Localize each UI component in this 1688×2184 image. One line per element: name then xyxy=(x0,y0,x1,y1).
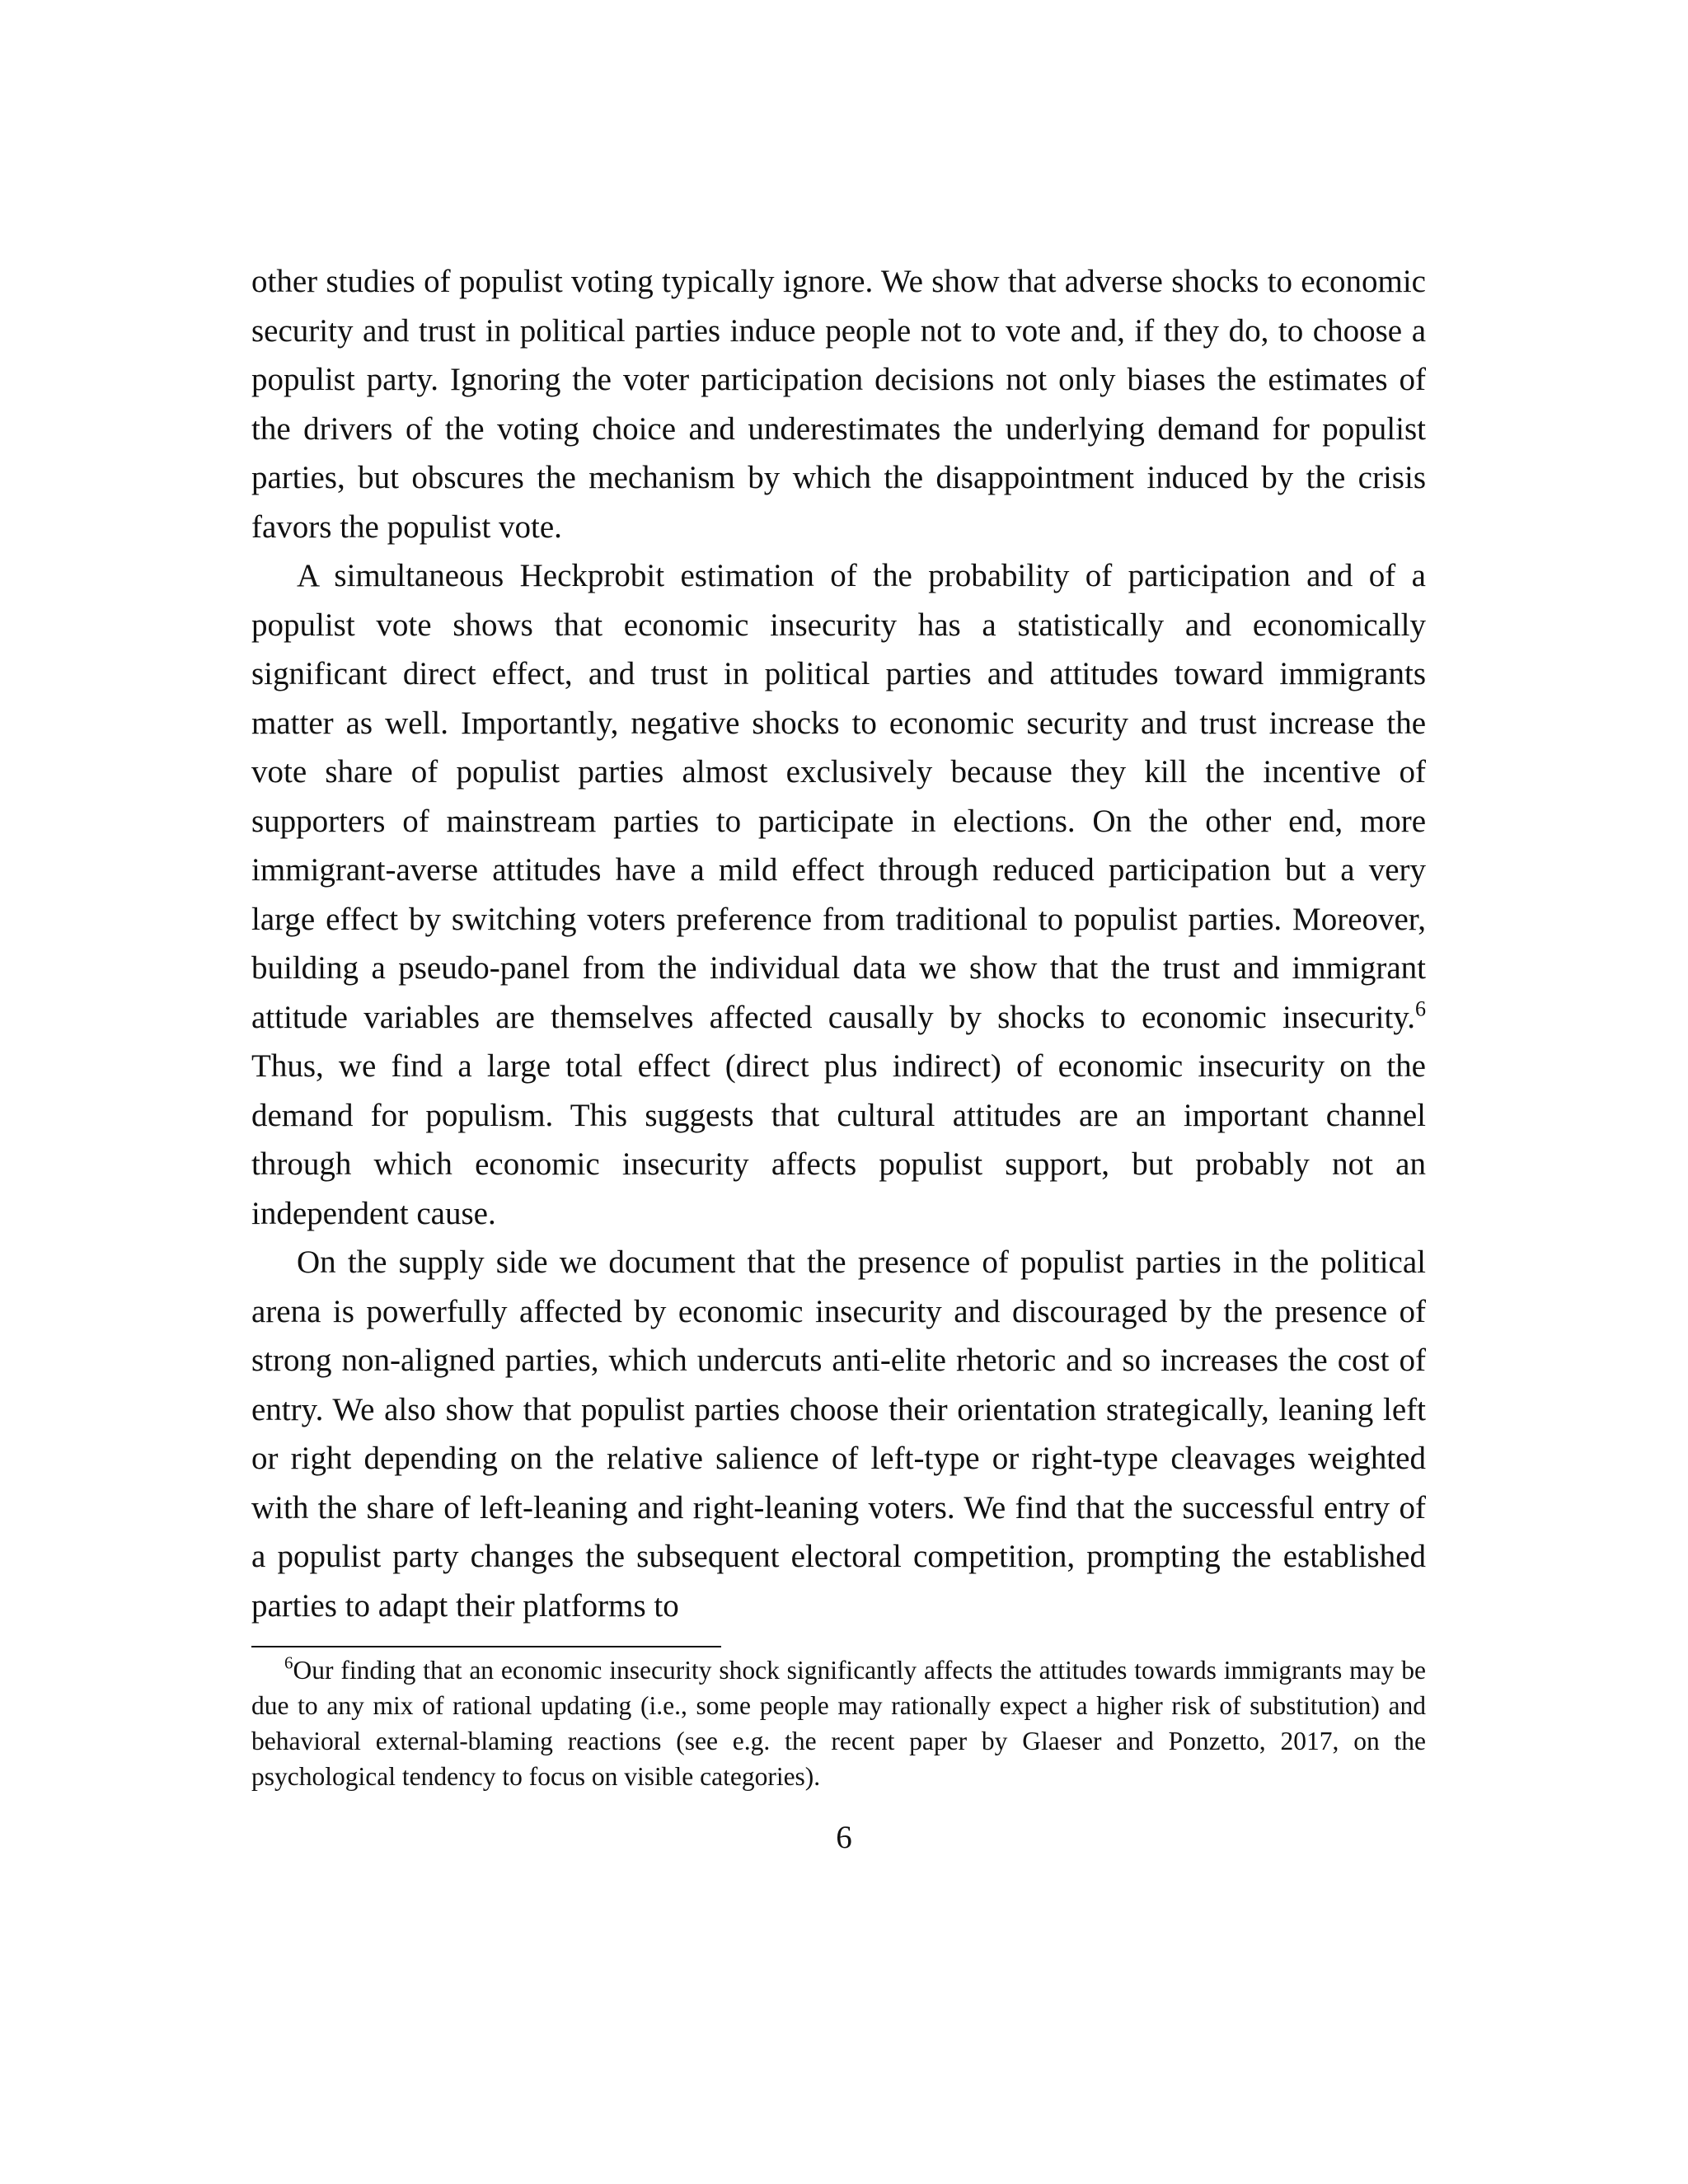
footnote-6 xyxy=(251,1652,1426,1794)
paragraph-2-text-b: Thus, we find a large total effect (direct plus indirect) of economic insecurity on the demand for populism. This suggests that cultural attitudes are an important channel through which economic insecurity affects populist support, but probably not an independent cause. xyxy=(251,1048,1426,1231)
footnote-reference-6[interactable]: 6 xyxy=(1415,996,1426,1021)
page-number: 6 xyxy=(836,1820,852,1855)
footnote-text: Our finding that an economic insecurity shock significantly affects the attitudes towards immigrants may be due to any mix of rational updating (i.e., some people may rationally expect a higher risk of substitution) and behavioral external-blaming reactions (see e.g. the recent paper by Glaeser and Ponzetto, 2017, on the psychological tendency to focus on visible categories). xyxy=(251,1656,1426,1791)
paragraph-1: other studies of populist voting typically ignore. We show that adverse shocks to economic security and trust in political parties induce people not to vote and, if they do, to choose a populist party. Ignoring the voter participation decisions not only biases the estimates of the drivers of the voting choice and underestimates the underlying demand for populist parties, but obscures the mechanism by which the disappointment induced by the crisis favors the populist vote. xyxy=(251,264,1426,545)
body-text xyxy=(251,257,1426,1630)
paragraph-3: On the supply side we document that the presence of populist parties in the political arena is powerfully affected by economic insecurity and discouraged by the presence of strong non-aligned parties, which undercuts anti-elite rhetoric and so increases the cost of entry. We also show that populist parties choose their orientation strategically, leaning left or right depending on the relative salience of left-type or right-type cleavages weighted with the share of left-leaning and right-leaning voters. We find that the successful entry of a populist party changes the subsequent electoral competition, prompting the established parties to adapt their platforms to xyxy=(251,1244,1426,1624)
footnote-divider xyxy=(251,1646,721,1647)
footnote-marker: 6 xyxy=(284,1652,293,1673)
paragraph-2 xyxy=(251,551,1426,1238)
paragraph-2-text-a: A simultaneous Heckprobit estimation of the probability of participation and of a populist vote shows that economic insecurity has a statistically and economically significant direct effect, and trust in political parties and attitudes toward immigrants matter as well. Importantly, negative shocks to economic security and trust increase the vote share of populist parties almost exclusively because they kill the incentive of supporters of mainstream parties to participate in elections. On the other end, more immigrant-averse attitudes have a mild effect through reduced participation but a very large effect by switching voters preference from traditional to populist parties. Moreover, building a pseudo-panel from the individual data we show that the trust and immigrant attitude variables are themselves affected causally by shocks to economic insecurity. xyxy=(251,558,1426,1035)
